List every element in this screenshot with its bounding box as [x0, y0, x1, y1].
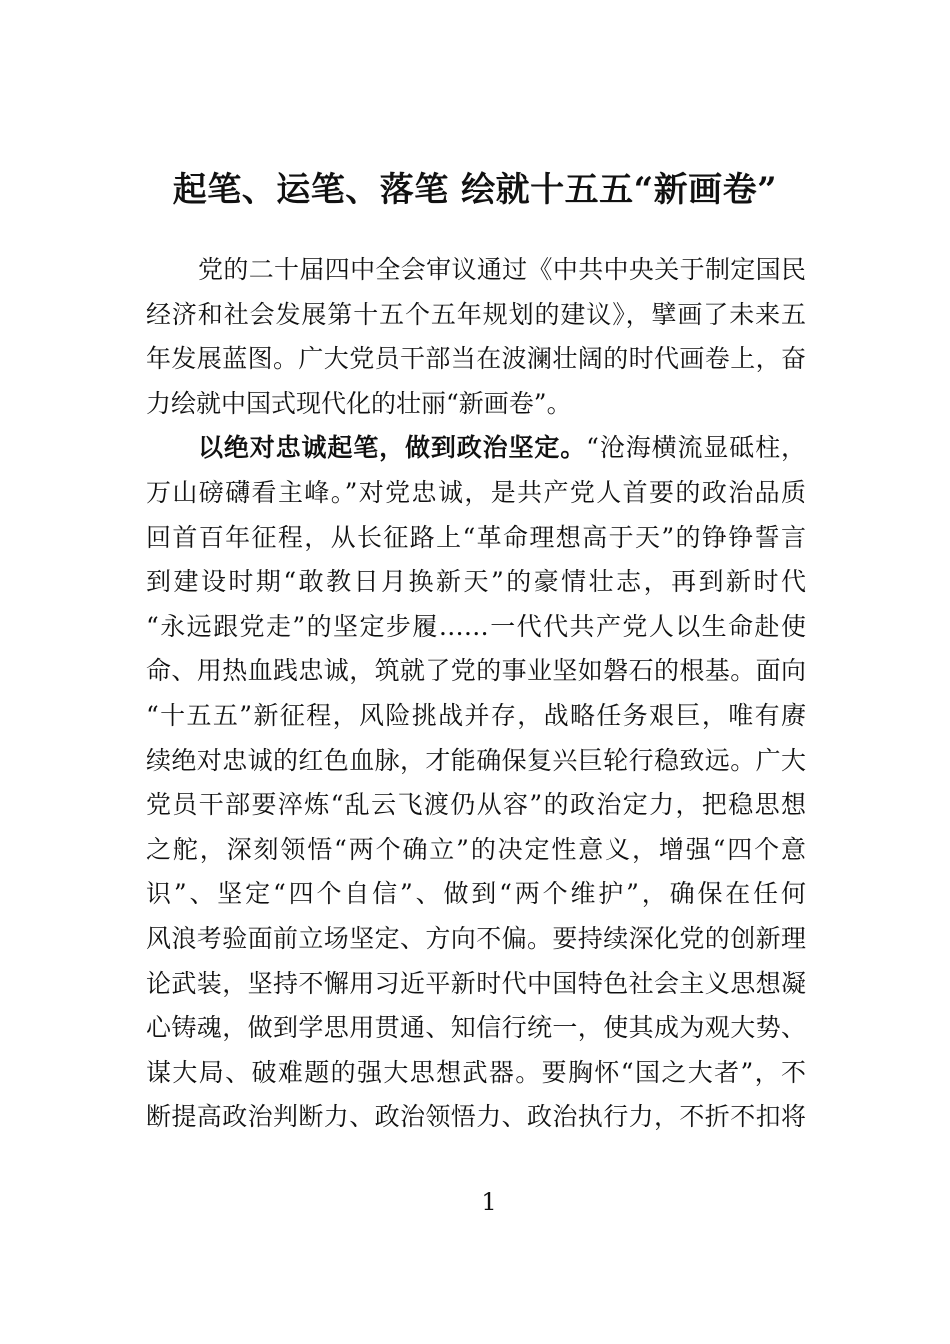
text-line: 之舵，深刻领悟“两个确立”的决定性意义，增强“四个意 [146, 834, 806, 864]
paragraph-2 [146, 426, 806, 1140]
text-line: 续绝对忠诚的红色血脉，才能确保复兴巨轮行稳致远。广大 [146, 745, 806, 775]
text-line: 党的二十届四中全会审议通过《中共中央关于制定国民 [198, 255, 806, 284]
text-line: “永远跟党走”的坚定步履……一代代共产党人以生命赴使 [146, 611, 806, 641]
document-body [146, 248, 806, 1140]
text-line: 到建设时期“敢教日月换新天”的豪情壮志，再到新时代 [146, 567, 806, 597]
text-line: 经济和社会发展第十五个五年规划的建议》，擘画了未来五 [146, 299, 806, 329]
text-line: 谋大局、破难题的强大思想武器。要胸怀“国之大者”，不 [146, 1057, 806, 1087]
text-line: 万山磅礴看主峰。”对党忠诚，是共产党人首要的政治品质 [146, 477, 806, 507]
text-line: 党员干部要淬炼“乱云飞渡仍从容”的政治定力，把稳思想 [146, 790, 806, 820]
text-line: 年发展蓝图。广大党员干部当在波澜壮阔的时代画卷上，奋 [146, 344, 806, 374]
text-line: 识”、坚定“四个自信”、做到“两个维护”，确保在任何 [146, 879, 806, 909]
text-line [146, 426, 806, 471]
text-line: 心铸魂，做到学思用贯通、知信行统一，使其成为观大势、 [146, 1013, 806, 1043]
text-line: “十五五”新征程，风险挑战并存，战略任务艰巨，唯有赓 [146, 700, 806, 730]
page-number: 1 [481, 1188, 497, 1216]
text-span: “沧海横流显砥柱， [586, 433, 806, 463]
paragraph-1 [146, 248, 806, 426]
document-title: 起笔、运笔、落笔 绘就十五五“新画卷” [172, 170, 778, 210]
text-line: 断提高政治判断力、政治领悟力、政治执行力，不折不扣将 [146, 1102, 806, 1132]
text-line: 回首百年征程，从长征路上“革命理想高于天”的铮铮誓言 [146, 522, 806, 552]
text-line: 论武装，坚持不懈用习近平新时代中国特色社会主义思想凝 [146, 968, 806, 998]
paragraph-lead-heading: 以绝对忠诚起笔，做到政治坚定。 [198, 433, 587, 463]
text-line: 命、用热血践忠诚，筑就了党的事业坚如磐石的根基。面向 [146, 656, 806, 686]
text-line: 风浪考验面前立场坚定、方向不偏。要持续深化党的创新理 [146, 923, 806, 953]
text-line: 力绘就中国式现代化的壮丽“新画卷”。 [146, 388, 572, 418]
